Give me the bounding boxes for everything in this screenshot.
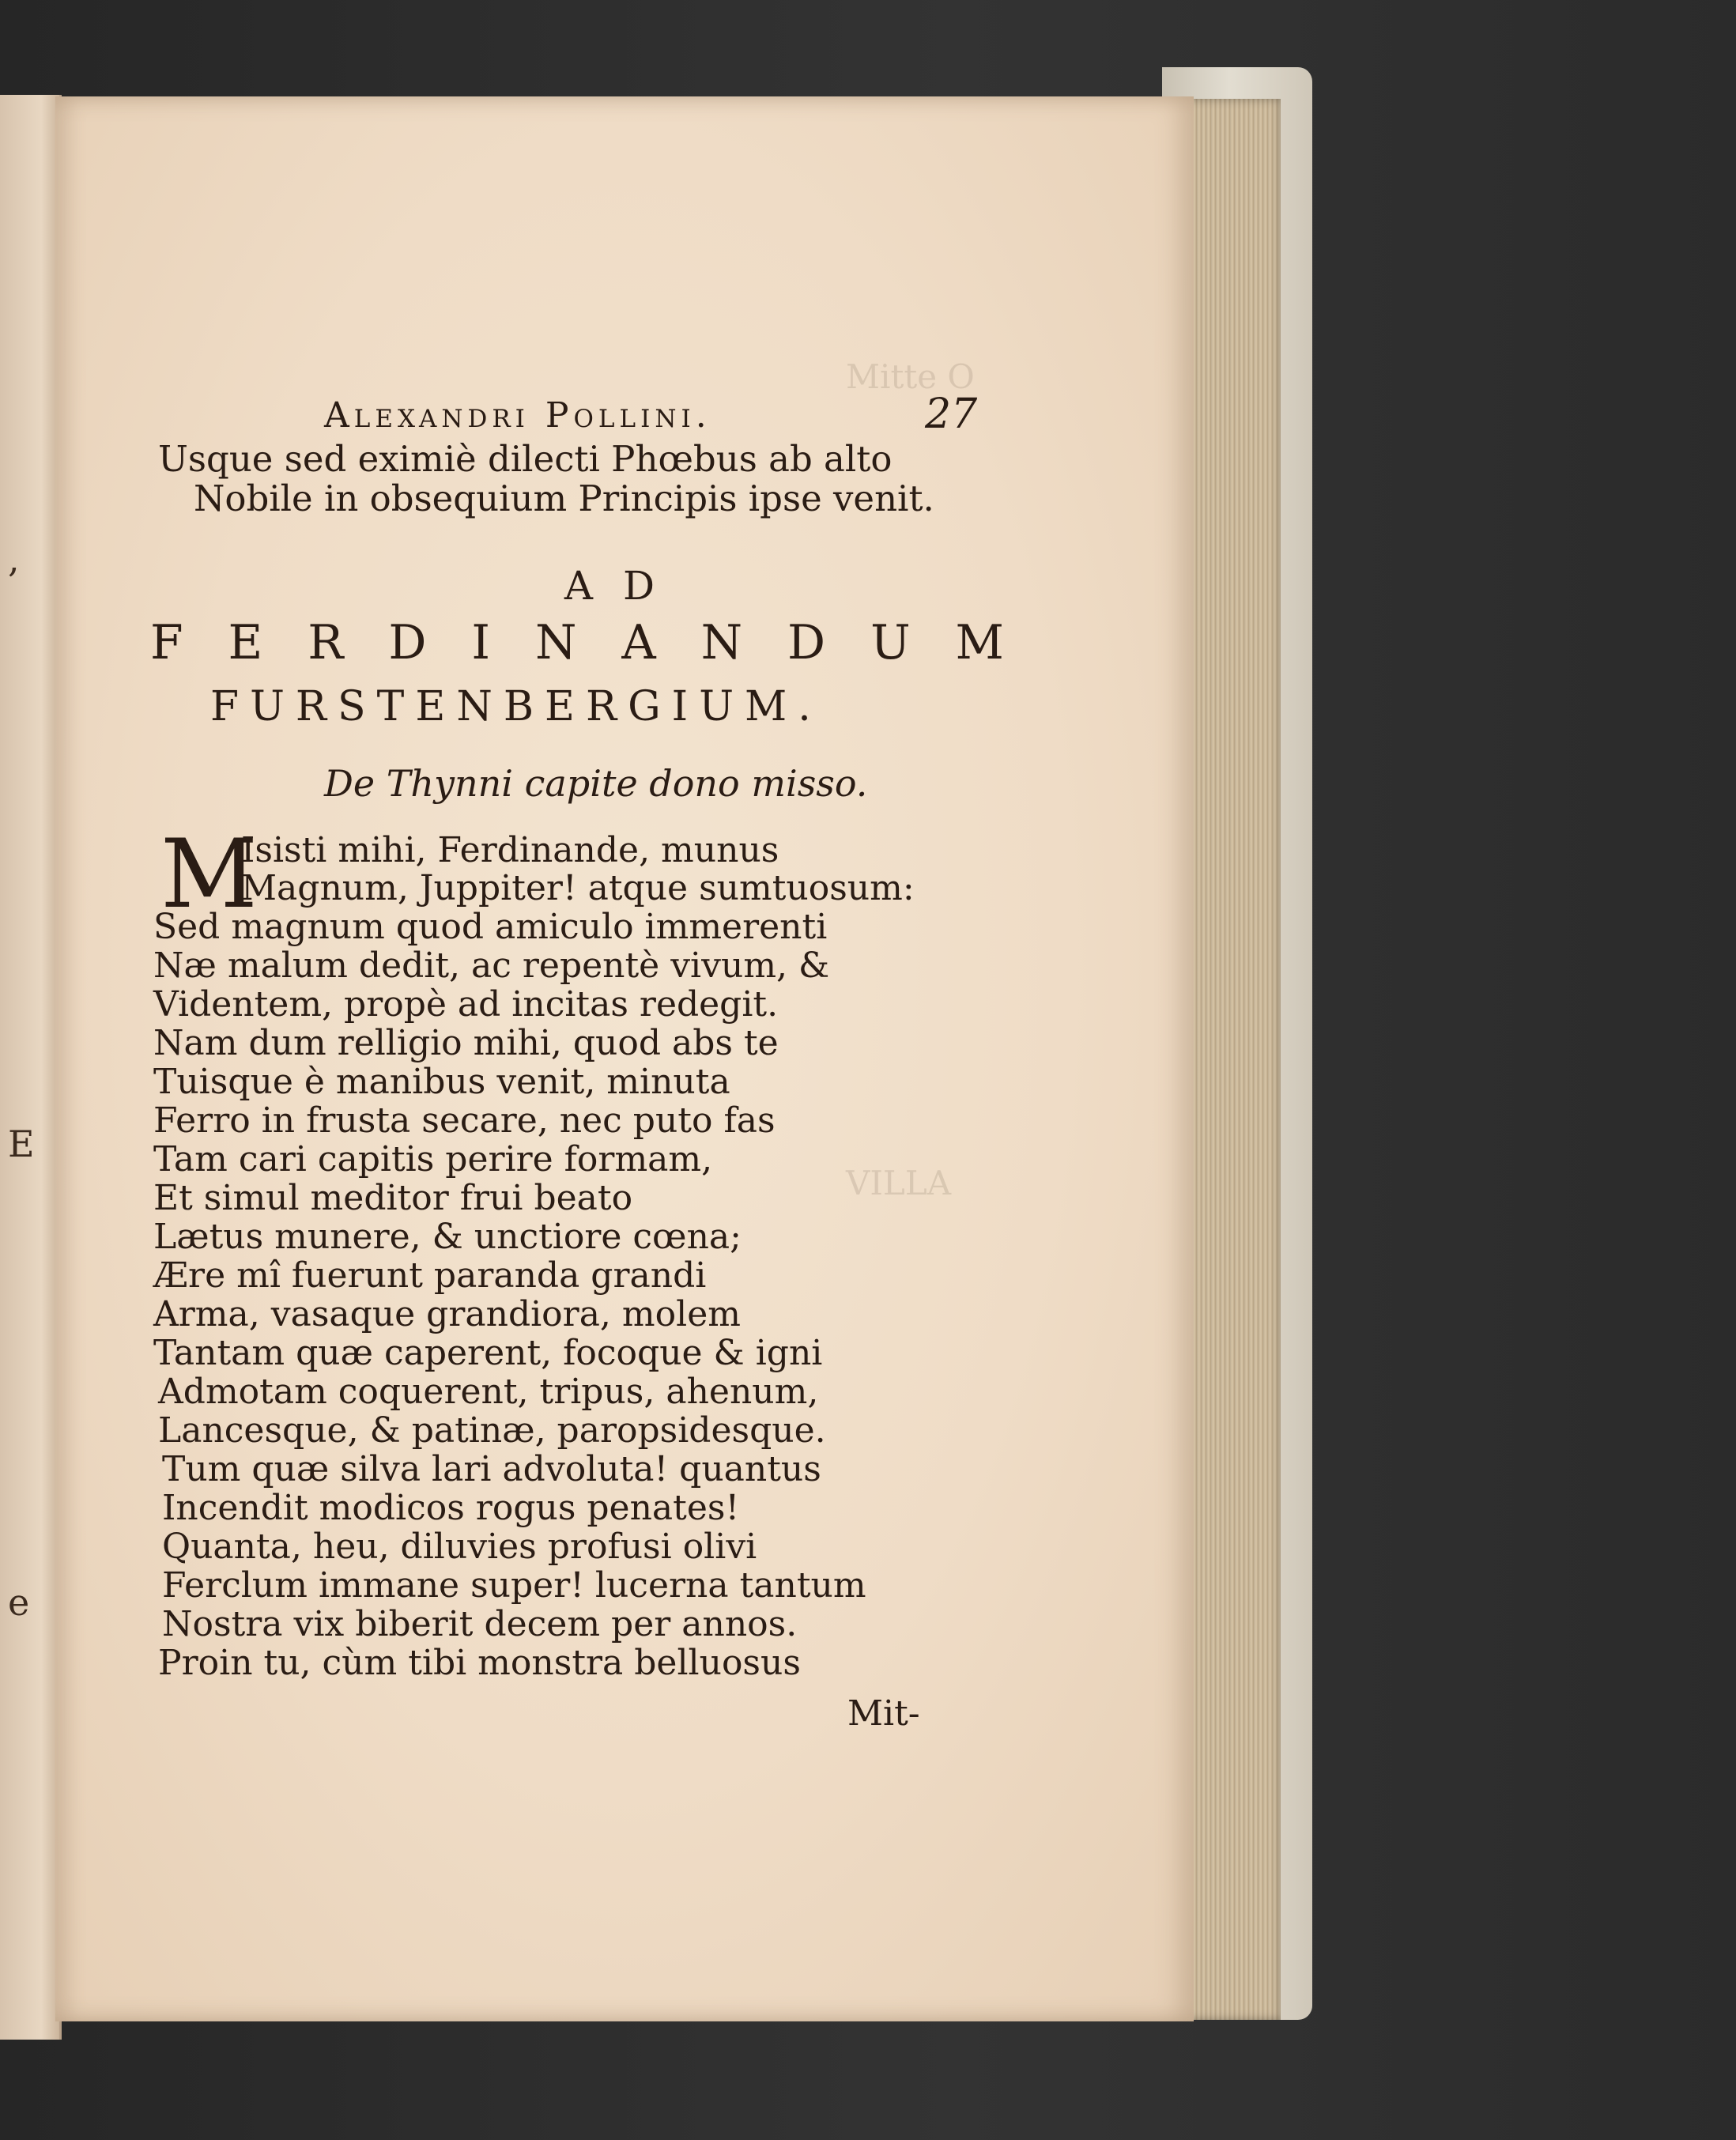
catchword: Mit- [847, 1693, 920, 1734]
poem-line: Incendit modicos rogus penates! [162, 1488, 740, 1528]
page-number: 27 [925, 391, 978, 438]
poem-line: Videntem, propè ad incitas redegit. [153, 984, 779, 1025]
running-title: Alexandri Pollini. [324, 395, 711, 436]
verse-line: Nobile in obsequium Principis ipse venit. [194, 477, 934, 519]
poem-line: Næ malum dedit, ac repentè vivum, & [153, 945, 830, 986]
poem-line: Sed magnum quod amiculo immerenti [153, 907, 828, 947]
poem-line: Magnum, Juppiter! atque sumtuosum: [241, 868, 915, 908]
title-letter: I [471, 615, 491, 670]
poem-line: Lancesque, & patinæ, paropsidesque. [158, 1410, 826, 1451]
poem-title-line1: AD [564, 563, 685, 609]
poem-subtitle: De Thynni capite dono misso. [324, 762, 868, 805]
poem-line: Nostra vix biberit decem per annos. [162, 1604, 798, 1644]
poem-title-line3: FURSTENBERGIUM. [210, 683, 822, 730]
poem-line: Lætus munere, & unctiore cœna; [153, 1217, 742, 1257]
title-letter: N [534, 615, 577, 670]
left-page-mark: , [8, 538, 20, 580]
poem-title-line2 [150, 615, 1004, 670]
poem-line: Ferro in frusta secare, nec puto fas [153, 1100, 776, 1141]
verse-line: Usque sed eximiè dilecti Phœbus ab alto [158, 438, 893, 480]
poem-line: Tum quæ silva lari advoluta! quantus [162, 1449, 821, 1489]
show-through-text: Mitte O [846, 357, 975, 396]
drop-cap: M [160, 820, 258, 930]
title-letter: R [308, 615, 344, 670]
title-letter: N [700, 615, 743, 670]
poem-line: Proin tu, cùm tibi monstra belluosus [158, 1643, 801, 1683]
right-page [55, 96, 1194, 2021]
title-letter: F [150, 615, 183, 670]
left-page-mark: e [8, 1581, 30, 1624]
poem-line: Et simul meditor frui beato [153, 1178, 633, 1218]
title-letter: M [955, 615, 1004, 670]
poem-line: Admotam coquerent, tripus, ahenum, [158, 1372, 819, 1412]
poem-line: Quanta, heu, diluvies profusi olivi [162, 1527, 757, 1567]
left-page-mark: E [8, 1123, 35, 1165]
poem-line: Nam dum relligio mihi, quod abs te [153, 1023, 779, 1063]
title-letter: U [870, 615, 911, 670]
title-letter: D [787, 615, 826, 670]
poem-line: Tantam quæ caperent, focoque & igni [153, 1333, 823, 1373]
title-letter: E [228, 615, 263, 670]
poem-line: Ferclum immane super! lucerna tantum [162, 1565, 866, 1606]
poem-line: Isisti mihi, Ferdinande, munus [241, 830, 779, 870]
poem-line: Tam cari capitis perire formam, [153, 1139, 713, 1179]
poem-line: Ære mî fuerunt paranda grandi [153, 1255, 707, 1296]
poem-line: Tuisque è manibus venit, minuta [153, 1062, 730, 1102]
title-letter: A [621, 615, 656, 670]
show-through-text: VILLA [846, 1164, 952, 1202]
left-page-edge [0, 95, 62, 2040]
title-letter: D [388, 615, 427, 670]
poem-line: Arma, vasaque grandiora, molem [153, 1294, 741, 1334]
